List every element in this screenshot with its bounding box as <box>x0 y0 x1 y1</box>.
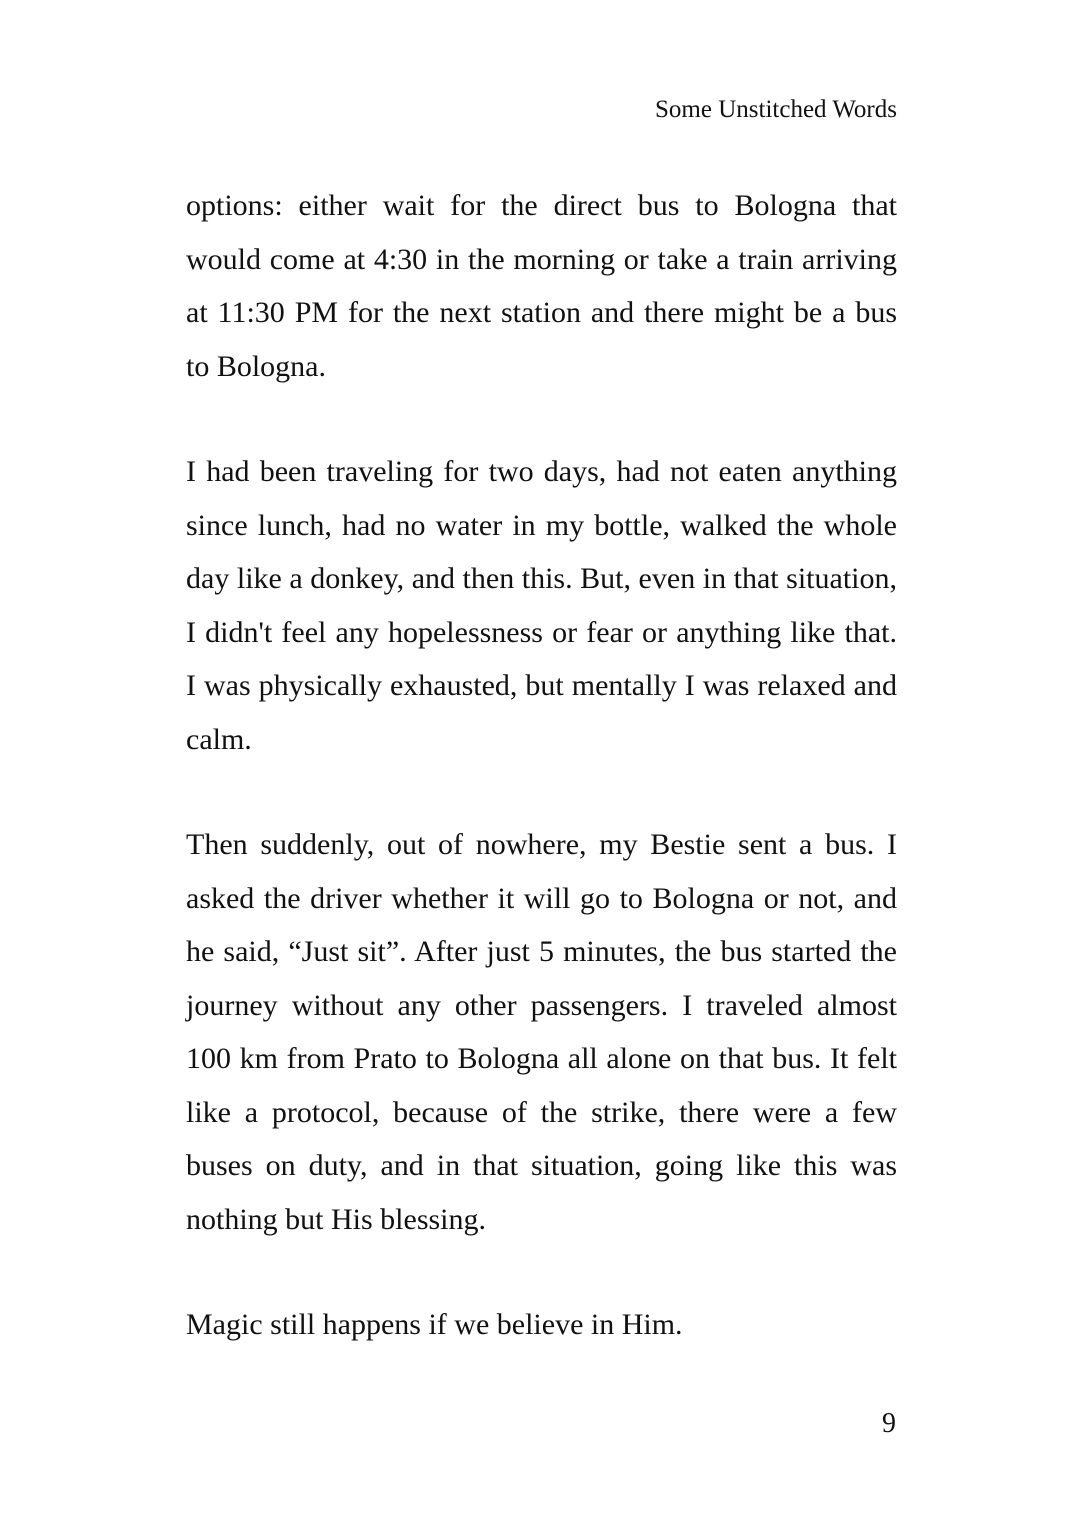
paragraph-closing-line: Magic still happens if we believe in Him. <box>186 1308 683 1341</box>
page-number: 9 <box>882 1408 896 1439</box>
paragraph-bus-options: options: either wait for the direct bus to Bologna that would come at 4:30 in the morning or take a train arriving at 11:30 PM for the next station and there might be a bus to Bologna. <box>186 189 897 383</box>
running-header: Some Unstitched Words <box>655 96 897 123</box>
paragraph-travel-exhaustion: I had been traveling for two days, had not eaten anything since lunch, had no water in my bottle, walked the whole day like a donkey, and then this. But, even in that situation, I didn't feel any hopelessness or fear or anything like that. I was physically exhausted, but mentally I was relaxed and calm. <box>186 455 897 756</box>
paragraph-bus-arrives: Then suddenly, out of nowhere, my Bestie sent a bus. I asked the driver whether it will go to Bologna or not, and he said, “Just sit”. After just 5 minutes, the bus started the journey without any other passengers. I traveled almost 100 km from Prato to Bologna all alone on that bus. It felt like a protocol, because of the strike, there were a few buses on duty, and in that situation, going like this was nothing but His blessing. <box>186 828 897 1236</box>
body-text <box>186 179 897 1352</box>
